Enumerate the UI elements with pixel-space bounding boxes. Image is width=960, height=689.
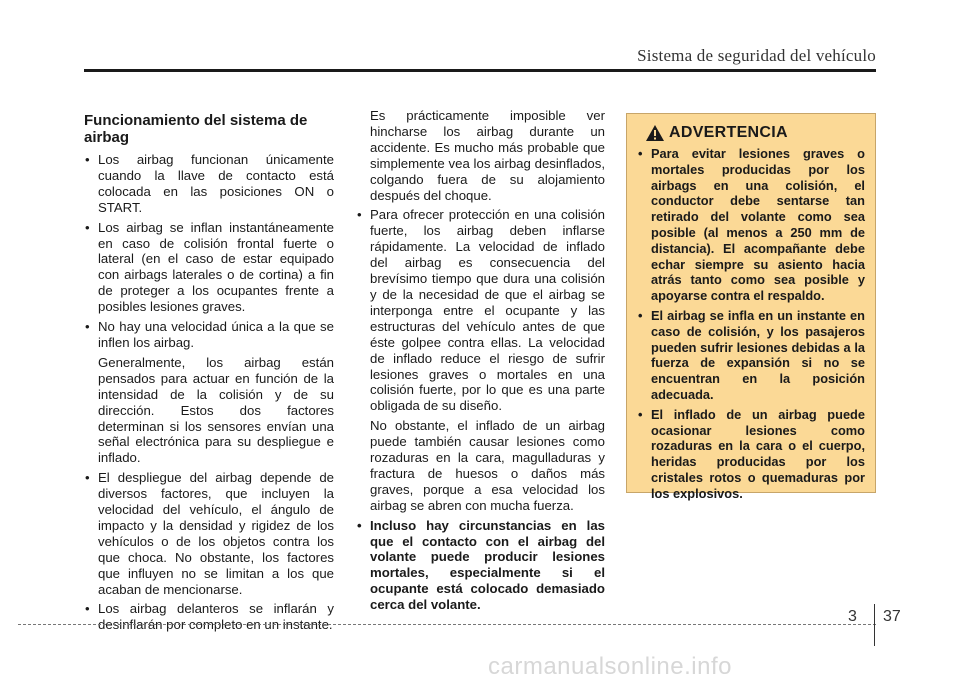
section-title: Funcionamiento del sistema de airbag — [84, 112, 308, 146]
bullet-list-3 — [356, 207, 605, 414]
warning-box — [626, 113, 876, 501]
chapter-number: 3 — [848, 608, 857, 625]
page-number-separator — [874, 604, 875, 646]
warning-header — [645, 124, 865, 142]
list-item: • Los airbag se inflan instantáneamente en caso de colisión frontal fuerte o lateral (en el caso de estar equipado con airbags laterales o de cortina) a fin de proteger a los ocupantes frente a posibles lesiones graves. — [84, 220, 334, 315]
list-item: • El despliegue del airbag depende de diversos factores, que incluyen la velocidad del vehículo, el ángulo de impacto y la densidad y rigidez de los vehículos o de los objetos contra los que choca. No obstante, los factores que influyen no se limitan a los que acaban de mencionarse. — [84, 470, 334, 597]
page-number: 37 — [883, 608, 901, 625]
list-item: • Para ofrecer protección en una colisión fuerte, los airbag deben inflarse rápidamente. La velocidad de inflado del airbag es consecuencia del brevísimo tiempo que dura una colisión y de la necesidad de que el airbag se interponga entre el ocupante y las estructuras del vehículo antes de que éste golpee contra ellas. La velocidad de inflado reduce el riesgo de sufrir lesiones graves o mortales en una colisión fuerte, por lo que es una parte obligada de su diseño. — [356, 207, 605, 414]
list-item: • Los airbag funcionan únicamente cuando la llave de contacto está colocada en las posiciones ON o START. — [84, 152, 334, 216]
bullet-list-1 — [84, 152, 334, 351]
bullet-list-2 — [84, 470, 334, 633]
warning-list — [637, 146, 865, 502]
list-item: • El inflado de un airbag puede ocasionar lesiones como rozaduras en la cara o el cuerpo, heridas producidas por los cristales rotos o quemaduras por los explosivos. — [637, 407, 865, 502]
header-rule — [84, 69, 876, 72]
footer-rule — [18, 624, 876, 625]
list-item: • Para evitar lesiones graves o mortales producidas por los airbags en una colisión, el conductor debe sentarse tan retirado del volante como sea posible (al menos a 250 mm de distancia). El acompañante debe echar siempre su asiento hacia atrás tanto como sea posible y apoyarse contra el respaldo. — [637, 146, 865, 304]
watermark: carmanualsonline.info — [488, 653, 732, 680]
bullet-list-4 — [356, 518, 605, 613]
warning-title: ADVERTENCIA — [669, 124, 788, 141]
warning-triangle-icon — [645, 124, 665, 142]
indented-paragraph: No obstante, el inflado de un airbag puede también causar lesiones como rozaduras en la cara, magulladuras y fractura de huesos o daños más graves, porque a esa velocidad los airbag se abren con mucha fuerza. — [370, 418, 605, 513]
page-header-title: Sistema de seguridad del vehículo — [637, 46, 876, 65]
paragraph: Es prácticamente imposible ver hincharse los airbag durante un accidente. Es mucho más probable que simplemente vea los airbag desinflados, colgando fuera de su alojamiento después del choque. — [370, 108, 605, 203]
list-item: • Los airbag delanteros se inflarán y desinflarán por completo en un instante. — [84, 601, 334, 633]
column-left — [84, 112, 334, 637]
column-middle — [356, 108, 605, 617]
list-item: • Incluso hay circunstancias en las que el contacto con el airbag del volante puede producir lesiones mortales, especialmente si el ocupante está colocado demasiado cerca del volante. — [356, 518, 605, 613]
list-item: • No hay una velocidad única a la que se inflen los airbag. — [84, 319, 334, 351]
list-item: • El airbag se infla en un instante en caso de colisión, y los pasajeros pueden sufrir lesiones debidas a la fuerza de expansión si no se encuentran en la posición adecuada. — [637, 308, 865, 403]
indented-paragraph: Generalmente, los airbag están pensados para actuar en función de la intensidad de la colisión y de su dirección. Estos dos factores determinan si los sensores envían una señal electrónica para su despliegue e inflado. — [98, 354, 334, 466]
